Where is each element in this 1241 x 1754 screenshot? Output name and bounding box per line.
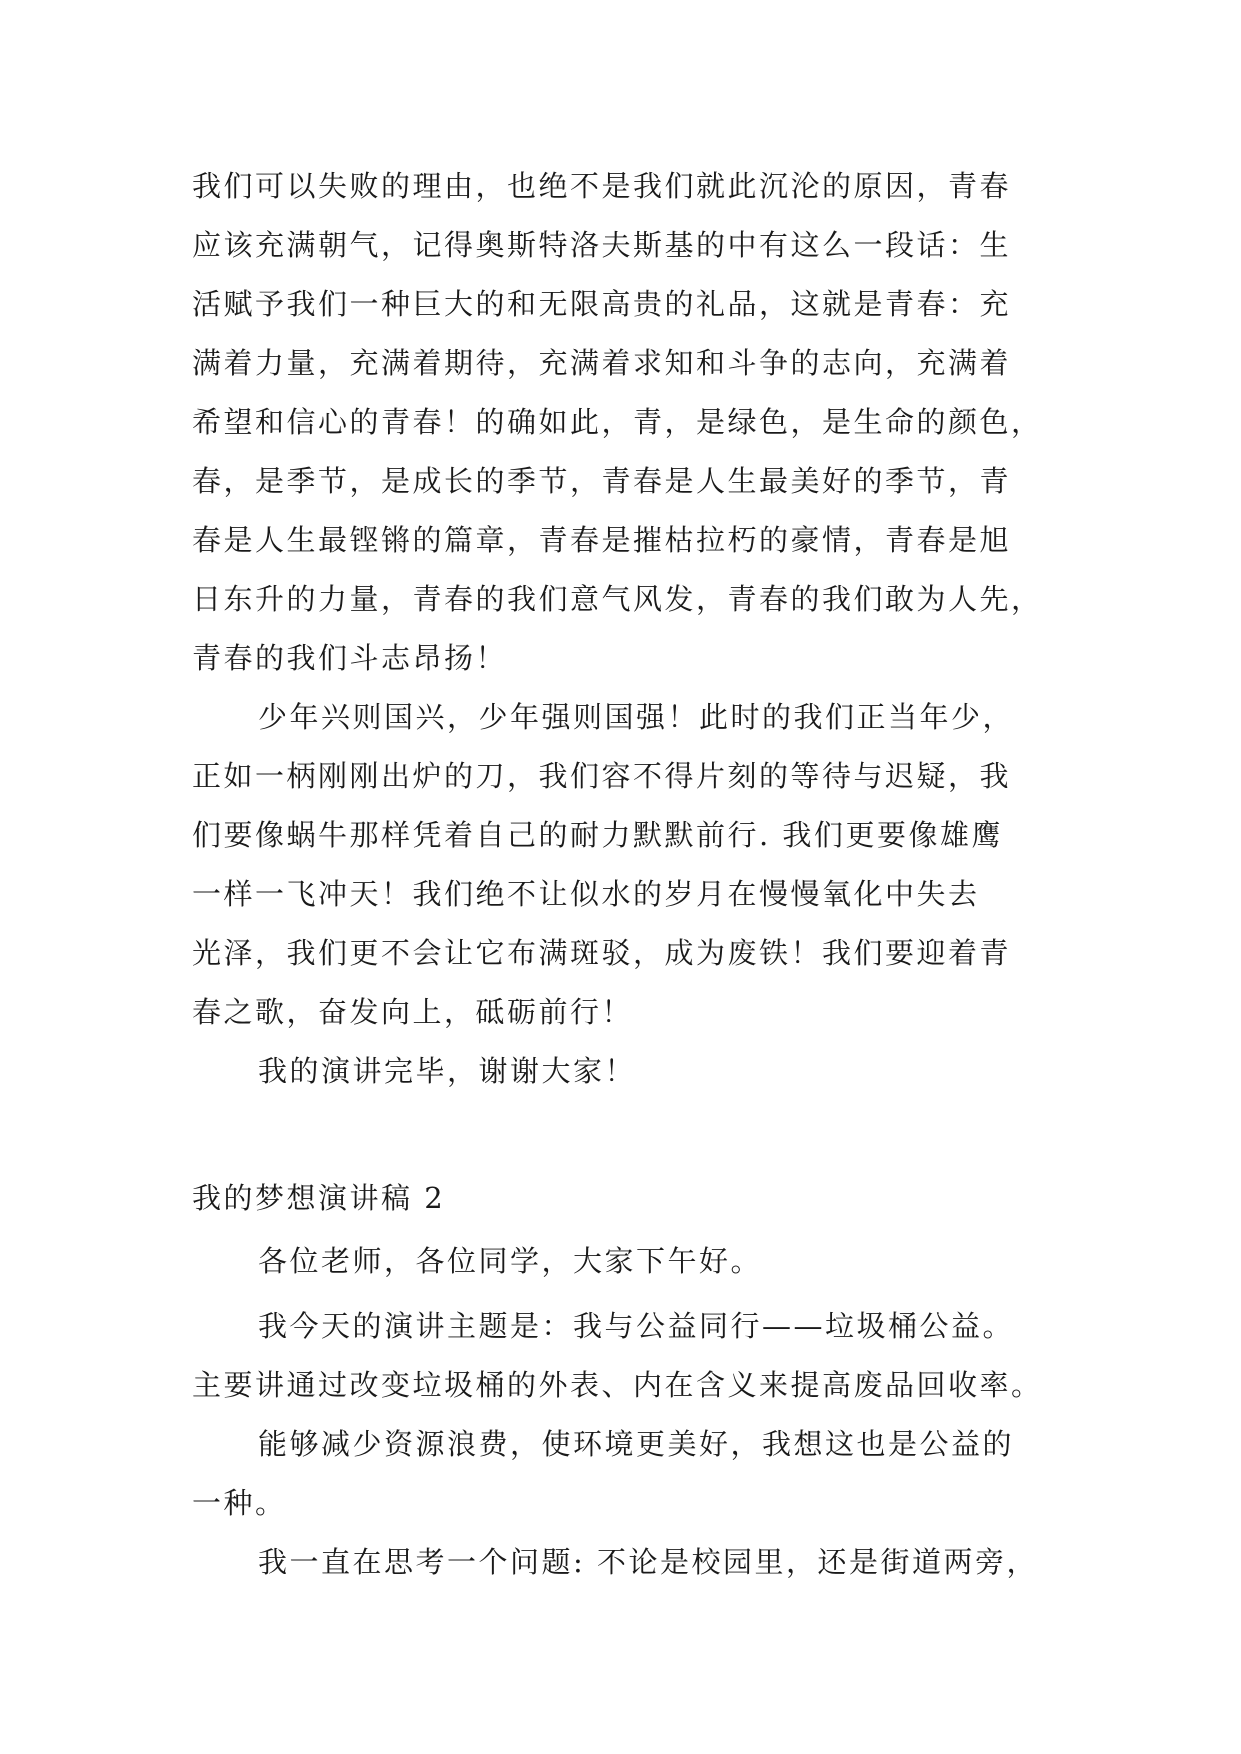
paragraph-line: 春是人生最铿锵的篇章，青春是摧枯拉朽的豪情，青春是旭 (192, 523, 1012, 557)
paragraph-4 (192, 1415, 1072, 1533)
paragraph-line: 能够减少资源浪费，使环境更美好，我想这也是公益的 (258, 1427, 1015, 1461)
paragraph-line: 正如一柄刚刚出炉的刀，我们容不得片刻的等待与迟疑，我 (192, 759, 1012, 793)
paragraph-2 (192, 688, 1072, 1042)
greeting-line: 各位老师，各位同学，大家下午好。 (258, 1244, 763, 1278)
closing-line: 我的演讲完毕，谢谢大家！ (258, 1054, 637, 1088)
paragraph-line: 主要讲通过改变垃圾桶的外表、内在含义来提高废品回收率。 (192, 1368, 1043, 1402)
paragraph-line: 满着力量，充满着期待，充满着求知和斗争的志向，充满着 (192, 346, 1012, 380)
paragraph-line: 应该充满朝气，记得奥斯特洛夫斯基的中有这么一段话：生 (192, 228, 1012, 262)
paragraph-line: 春，是季节，是成长的季节，青春是人生最美好的季节，青 (192, 464, 1012, 498)
paragraph-line: 活赋予我们一种巨大的和无限高贵的礼品，这就是青春：充 (192, 287, 1012, 321)
paragraph-line: 一种。 (192, 1486, 287, 1520)
paragraph-line: 日东升的力量，青春的我们意气风发，青春的我们敢为人先， (192, 582, 1043, 616)
paragraph-line: 我一直在思考一个问题: 不论是校园里，还是街道两旁， (258, 1545, 1038, 1579)
paragraph-line: 我们可以失败的理由，也绝不是我们就此沉沦的原因，青春 (192, 169, 1012, 203)
section-title-text: 我的梦想演讲稿 2 (192, 1181, 446, 1215)
paragraph-line: 们要像蜗牛那样凭着自己的耐力默默前行. 我们更要像雄鹰 (192, 818, 1003, 852)
paragraph-line: 光泽，我们更不会让它布满斑驳，成为废铁！我们要迎着青 (192, 936, 1012, 970)
closing-paragraph (192, 1042, 1072, 1101)
paragraph-3 (192, 1297, 1072, 1415)
paragraph-line: 我今天的演讲主题是：我与公益同行——垃圾桶公益。 (258, 1309, 1015, 1343)
paragraph-line: 青春的我们斗志昂扬！ (192, 641, 508, 675)
paragraph-line: 一样一飞冲天！我们绝不让似水的岁月在慢慢氧化中失去 (192, 877, 980, 911)
paragraph-line: 少年兴则国兴，少年强则国强！此时的我们正当年少， (258, 700, 1015, 734)
paragraph-5 (192, 1533, 1072, 1592)
section-title (192, 1169, 1072, 1228)
paragraph-1 (192, 157, 1072, 688)
paragraph-line: 春之歌，奋发向上，砥砺前行！ (192, 995, 634, 1029)
paragraph-line: 希望和信心的青春！的确如此，青，是绿色，是生命的颜色， (192, 405, 1043, 439)
greeting-paragraph (192, 1232, 1072, 1291)
